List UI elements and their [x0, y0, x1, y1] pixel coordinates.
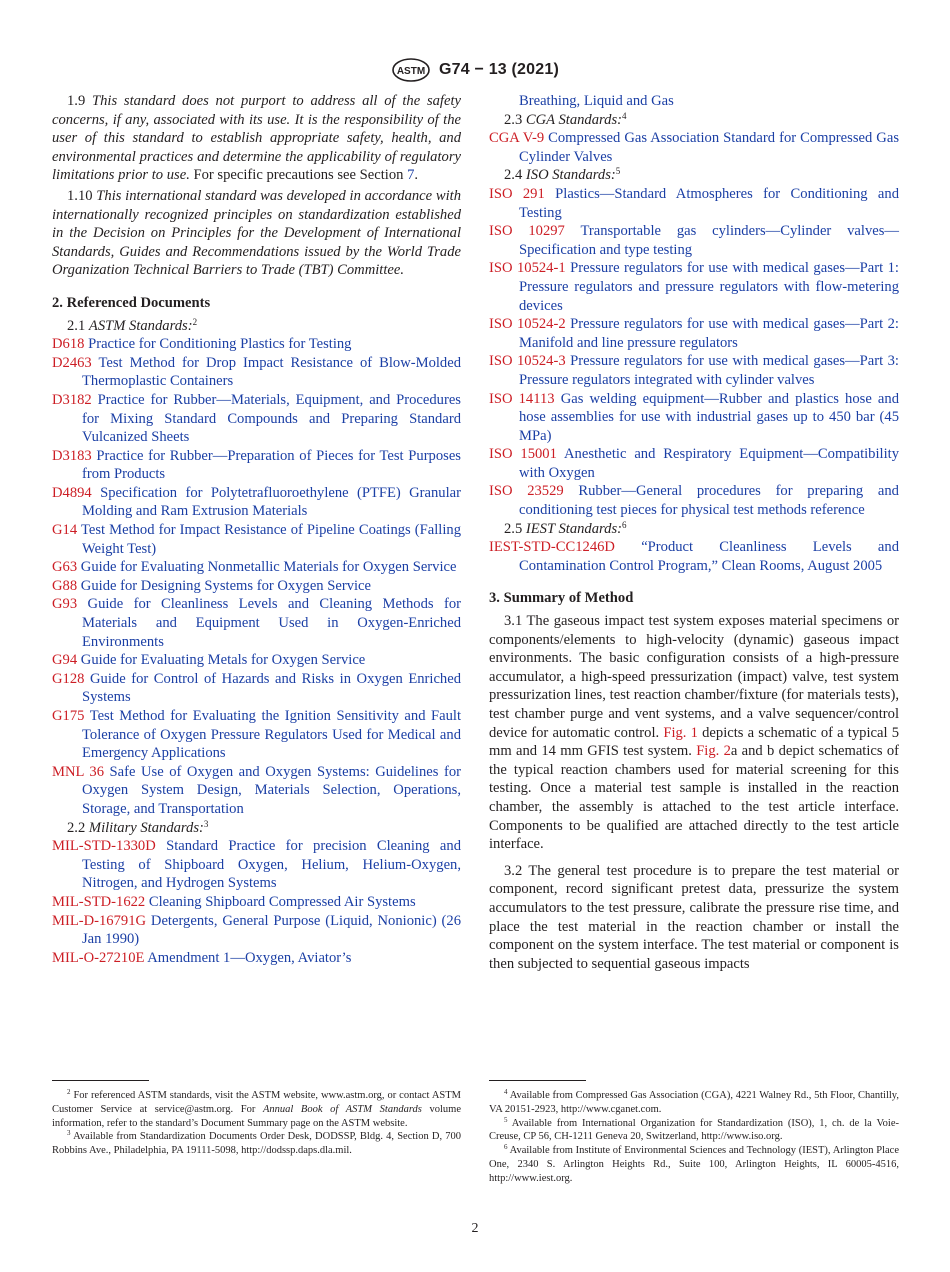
- astm-logo-icon: [391, 58, 431, 82]
- military-reference-item[interactable]: [52, 949, 461, 968]
- reference-code[interactable]: ISO 10524-3: [489, 353, 566, 370]
- reference-code[interactable]: D618: [52, 336, 85, 353]
- reference-title[interactable]: Guide for Evaluating Nonmetallic Materials for Oxygen Service: [80, 559, 457, 576]
- reference-title[interactable]: Test Method for Evaluating the Ignition Sensitivity and Fault Tolerance of Oxygen Pressure Regulators Used for Medical and Emergency Applications: [82, 708, 461, 762]
- right-column: [489, 92, 899, 973]
- page-number: 2: [471, 1221, 479, 1236]
- reference-title[interactable]: Pressure regulators for use with medical gases—Part 2: Manifold and line pressure regulators: [519, 316, 899, 351]
- military-reference-item[interactable]: [52, 837, 461, 893]
- astm-reference-item[interactable]: [52, 354, 461, 391]
- military-reference-list: [52, 837, 461, 967]
- standard-designation: G74 − 13 (2021): [439, 61, 559, 78]
- reference-code[interactable]: MIL-STD-1622: [52, 893, 146, 910]
- reference-code[interactable]: G93: [52, 596, 78, 613]
- reference-title[interactable]: Practice for Rubber—Preparation of Pieces for Test Purposes from Products: [82, 447, 461, 483]
- reference-code[interactable]: G88: [52, 577, 78, 594]
- reference-code[interactable]: ISO 23529: [489, 483, 564, 500]
- reference-title[interactable]: Transportable gas cylinders—Cylinder valves—Specification and type testing: [519, 223, 900, 258]
- reference-title[interactable]: Compressed Gas Association Standard for Compressed Gas Cylinder Valves: [519, 130, 899, 165]
- reference-code[interactable]: ISO 14113: [489, 390, 555, 407]
- reference-title[interactable]: Cleaning Shipboard Compressed Air Systems: [148, 893, 416, 910]
- astm-reference-item[interactable]: [52, 484, 461, 521]
- astm-reference-item[interactable]: [52, 335, 461, 354]
- astm-standards-heading: 2.1 ASTM Standards:$^2$: [67, 316, 198, 334]
- reference-title[interactable]: Test Method for Drop Impact Resistance of Blow-Molded Thermoplastic Containers: [82, 354, 461, 390]
- reference-code[interactable]: G128: [52, 670, 85, 687]
- footnotes-left: [52, 1089, 461, 1158]
- iso-reference-item[interactable]: [489, 352, 899, 389]
- iso-reference-item[interactable]: [489, 315, 899, 352]
- iso-reference-item[interactable]: [489, 445, 899, 482]
- reference-title[interactable]: Guide for Control of Hazards and Risks in Oxygen Enriched Systems: [82, 670, 461, 706]
- reference-title[interactable]: Pressure regulators for use with medical gases—Part 3: Pressure regulators integrated with cylinder valves: [519, 353, 899, 388]
- cga-reference-list: [489, 129, 899, 166]
- paragraph-1-9: 1.9 This standard does not purport to address all of the safety concerns, if any, associated with its use. It is the responsibility of the user of this standard to establish appropriate safety, health, and environmental practices and determine the applicability of regulatory limitations prior to use. For specific precautions see Section 7.: [52, 93, 461, 184]
- section-3-heading: 3. Summary of Method: [489, 590, 634, 607]
- section-7-link[interactable]: 7: [407, 167, 415, 184]
- reference-code[interactable]: G94: [52, 652, 78, 669]
- military-reference-item[interactable]: [52, 893, 461, 912]
- astm-reference-item[interactable]: [52, 670, 461, 707]
- reference-title[interactable]: Rubber—General procedures for preparing and conditioning test pieces for physical test methods reference: [519, 483, 899, 519]
- footnote-4: $^4$ Available from Compressed Gas Association (CGA), 4221 Walney Rd., 5th Floor, Chantilly, VA 20151-2923, http://www.cganet.com.: [489, 1088, 900, 1115]
- military-reference-item[interactable]: [52, 912, 461, 949]
- reference-code[interactable]: D2463: [52, 354, 92, 371]
- para-number: 1.9: [67, 93, 86, 109]
- footnotes-right: [489, 1089, 899, 1186]
- military-standards-heading: 2.2 Military Standards:$^3$: [67, 818, 209, 836]
- iso-reference-list: [489, 185, 899, 520]
- reference-code[interactable]: G14: [52, 522, 78, 539]
- iest-reference-item[interactable]: [489, 538, 899, 575]
- footnote-rule-left: [52, 1080, 149, 1081]
- iso-reference-item[interactable]: [489, 185, 899, 222]
- astm-reference-item[interactable]: [52, 391, 461, 447]
- reference-title[interactable]: Anesthetic and Respiratory Equipment—Compatibility with Oxygen: [519, 446, 899, 481]
- para-text-italic: This international standard was developed in accordance with internationally recognized principles on standardization established in the Decision on Principles for the Development of International Standards, Guides and Recommendations issued by the World Trade Organization Technical Barriers to Trade (TBT) Committee.: [52, 187, 461, 279]
- reference-title[interactable]: Detergents, General Purpose (Liquid, Nonionic) (26 Jan 1990): [82, 912, 461, 948]
- astm-reference-item[interactable]: [52, 577, 461, 596]
- reference-title[interactable]: Practice for Conditioning Plastics for Testing: [88, 336, 352, 353]
- footnote-2: $^2$ For referenced ASTM standards, visit the ASTM website, www.astm.org, or contact ASTM Customer Service at service@astm.org. For Annual Book of ASTM Standards volume information, refer to the standard’s Document Summary page on the ASTM website.: [52, 1088, 462, 1129]
- astm-reference-list: [52, 335, 461, 818]
- reference-title[interactable]: Standard Practice for precision Cleaning and Testing of Shipboard Oxygen, Helium, Helium-Oxygen, Nitrogen, and Hydrogen Systems: [82, 838, 461, 892]
- cga-standards-heading: 2.3 CGA Standards:$^4$: [504, 110, 627, 128]
- footnote-3: $^3$ Available from Standardization Documents Order Desk, DODSSP, Bldg. 4, Section D, 700 Robbins Ave., Philadelphia, PA 19111-5098, http://dodssp.daps.dla.mil.: [52, 1129, 462, 1157]
- section-2-heading: 2. Referenced Documents: [52, 294, 211, 311]
- reference-title[interactable]: Plastics—Standard Atmospheres for Conditioning and Testing: [519, 185, 899, 221]
- iest-standards-heading: 2.5 IEST Standards:$^6$: [504, 519, 627, 537]
- reference-title[interactable]: Practice for Rubber—Materials, Equipment, and Procedures for Mixing Standard Compounds and Preparing Standard Vulcanized Sheets: [82, 391, 461, 446]
- reference-code[interactable]: ISO 10297: [489, 223, 565, 240]
- para-text: For specific precautions see Section: [193, 167, 404, 184]
- iest-reference-list: [489, 538, 899, 575]
- astm-reference-item[interactable]: [52, 595, 461, 651]
- reference-code[interactable]: ISO 10524-1: [489, 260, 566, 277]
- reference-code[interactable]: ISO 15001: [489, 446, 557, 463]
- para-text-italic: This standard does not purport to address all of the safety concerns, if any, associated with its use. It is the responsibility of the user of this standard to establish appropriate safety, health, and environmental practices and determine the applicability of regulatory limitations prior to use.: [52, 93, 461, 184]
- para-number: 1.10: [67, 187, 93, 204]
- page-header: [0, 58, 950, 82]
- reference-title[interactable]: Gas welding equipment—Rubber and plastics hose and hose assemblies for use with industrial gases up to 450 bar (45 MPa): [519, 390, 899, 444]
- reference-title[interactable]: Guide for Evaluating Metals for Oxygen Service: [80, 652, 366, 669]
- reference-title[interactable]: Safe Use of Oxygen and Oxygen Systems: Guidelines for Oxygen System Design, Materials Selection, Operations, Storage, and Transportation: [82, 763, 461, 817]
- reference-code[interactable]: D3182: [52, 391, 92, 408]
- astm-reference-item[interactable]: [52, 707, 461, 763]
- paragraph-3-1: 3.1 The gaseous impact test system exposes material specimens or components/elements to high-velocity (dynamic) gaseous impact environments. The basic configuration consists of a high-pressure accumulator, a high-speed pressurization (impact) valve, test system pressurization lines, test reaction chamber/fixture (for materials tests), test chamber purge and vent systems, and a valve sequencer/control device for automatic control. Fig. 1 depicts a schematic of a typical 5 mm and 14 mm GFIS test system. Fig. 2a and b depict schematics of the typical reaction chambers used for material screening for this testing. Once a material test sample is installed in the reaction chamber, the assembly is attached to the test article interface. Components to be qualified are attached directly to the test article interface.: [489, 613, 900, 853]
- reference-code[interactable]: G63: [52, 559, 78, 576]
- iso-reference-item[interactable]: [489, 390, 899, 446]
- reference-code[interactable]: G175: [52, 708, 85, 724]
- figure-2-link[interactable]: Fig. 2: [696, 743, 731, 760]
- figure-1-link[interactable]: Fig. 1: [663, 724, 698, 741]
- reference-code[interactable]: D4894: [52, 484, 92, 501]
- reference-title[interactable]: Amendment 1—Oxygen, Aviator’s: [147, 949, 352, 966]
- astm-reference-item[interactable]: [52, 651, 461, 670]
- astm-reference-item[interactable]: [52, 447, 461, 484]
- astm-reference-item[interactable]: [52, 521, 461, 558]
- reference-code[interactable]: IEST-STD-CC1246D: [489, 539, 615, 556]
- iso-reference-item[interactable]: [489, 222, 899, 259]
- astm-reference-item[interactable]: [52, 558, 461, 577]
- reference-code[interactable]: ISO 10524-2: [489, 316, 566, 333]
- reference-code[interactable]: D3183: [52, 447, 92, 464]
- footnote-6: $^6$ Available from Institute of Environmental Sciences and Technology (IEST), Arlington Place One, 2340 S. Arlington Heights Rd., Suite 100, Arlington Heights, IL 60005-4516, http://www.iest.org.: [489, 1143, 900, 1184]
- iso-reference-item[interactable]: [489, 259, 899, 315]
- footnote-rule-right: [489, 1080, 586, 1081]
- reference-continuation[interactable]: Breathing, Liquid and Gas: [519, 93, 674, 109]
- svg-text:ASTM: ASTM: [396, 66, 426, 77]
- iso-reference-item[interactable]: [489, 482, 899, 519]
- reference-title[interactable]: “Product Cleanliness Levels and Contamination Control Program,” Clean Rooms, August 2005: [519, 539, 899, 574]
- reference-title[interactable]: Guide for Cleanliness Levels and Cleaning Methods for Materials and Equipment Used in Oxygen-Enriched Environments: [82, 596, 461, 650]
- paragraph-1-10: [52, 187, 461, 280]
- astm-reference-item[interactable]: [52, 763, 461, 819]
- reference-code[interactable]: MIL-STD-1330D: [52, 838, 156, 855]
- reference-code[interactable]: CGA V-9: [489, 130, 545, 147]
- cga-reference-item[interactable]: [489, 129, 899, 166]
- iso-standards-heading: 2.4 ISO Standards:$^5$: [504, 166, 621, 184]
- reference-code[interactable]: MIL-O-27210E: [52, 949, 145, 966]
- left-column: [52, 92, 461, 967]
- reference-title[interactable]: Guide for Designing Systems for Oxygen Service: [80, 577, 371, 594]
- reference-code[interactable]: MNL 36: [52, 763, 105, 780]
- reference-code[interactable]: MIL-D-16791G: [52, 912, 147, 929]
- reference-title[interactable]: Test Method for Impact Resistance of Pipeline Coatings (Falling Weight Test): [80, 522, 461, 557]
- reference-code[interactable]: ISO 291: [489, 185, 545, 202]
- reference-title[interactable]: Pressure regulators for use with medical gases—Part 1: Pressure regulators and pressure regulators with flow-metering devices: [519, 260, 899, 314]
- reference-title[interactable]: Specification for Polytetrafluoroethylene (PTFE) Granular Molding and Ram Extrusion Materials: [82, 484, 461, 520]
- paragraph-3-2: 3.2 The general test procedure is to prepare the test material or component, record significant pretest data, pressurize the system accumulators to the test pressure, calibrate the pressure rise time, and place the test material in the reaction chamber or install the component on the system interface. The test material or component is then subjected to sequential gaseous impacts: [489, 862, 899, 972]
- footnote-5: $^5$ Available from International Organization for Standardization (ISO), 1, ch. de la Voie-Creuse, CP 56, CH-1211 Geneva 20, Switzerland, http://www.iso.org.: [489, 1115, 900, 1143]
